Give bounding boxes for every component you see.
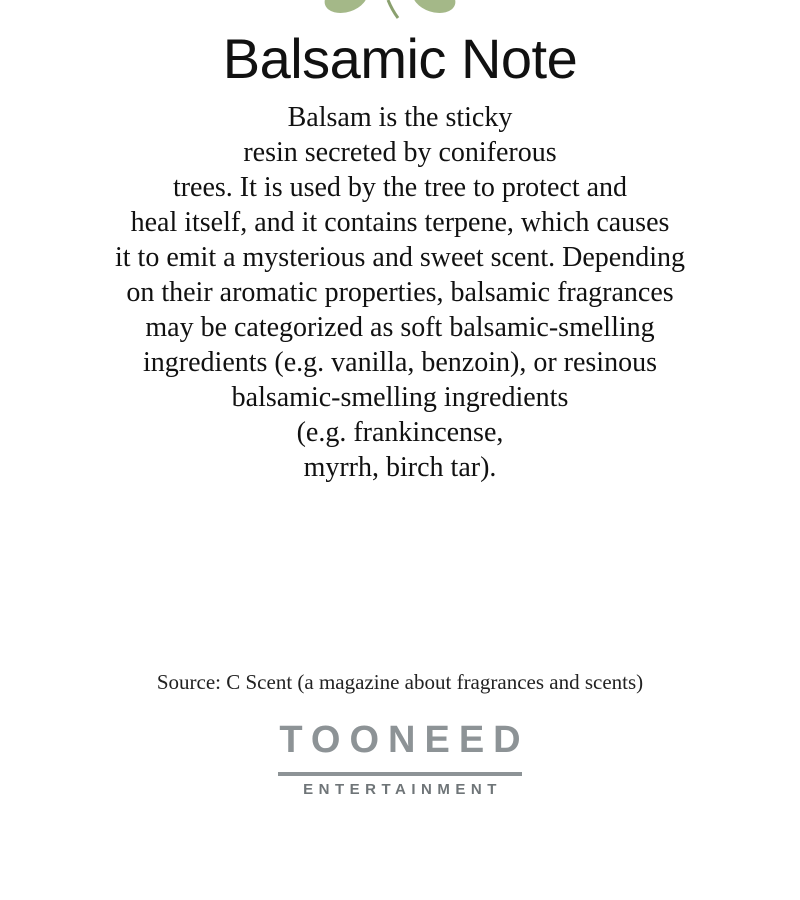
source-credit: Source: C Scent (a magazine about fragrances and scents) [156, 670, 644, 694]
description-line: trees. It is used by the tree to protect and [172, 172, 628, 203]
logo-divider [278, 772, 522, 776]
leaf-icon [0, 0, 800, 24]
description-line: Balsam is the sticky [287, 102, 513, 133]
logo-subtitle: ENTERTAINMENT [303, 781, 502, 798]
description-line: myrrh, birch tar). [303, 452, 497, 483]
description-line: it to emit a mysterious and sweet scent. Depending [115, 242, 685, 273]
page-title: Balsamic Note [222, 27, 578, 90]
logo-wordmark: TOONEED [279, 719, 530, 761]
description-line: heal itself, and it contains terpene, which causes [130, 207, 670, 238]
description-line: balsamic-smelling ingredients [231, 382, 569, 413]
description-line: on their aromatic properties, balsamic fragrances [126, 277, 674, 308]
description-text [40, 100, 760, 485]
description-line: (e.g. frankincense, [296, 417, 504, 448]
description-line: resin secreted by coniferous [243, 137, 557, 168]
publisher-logo [260, 718, 540, 808]
description-line: ingredients (e.g. vanilla, benzoin), or resinous [143, 347, 657, 378]
description-line: may be categorized as soft balsamic-smelling [145, 312, 655, 343]
